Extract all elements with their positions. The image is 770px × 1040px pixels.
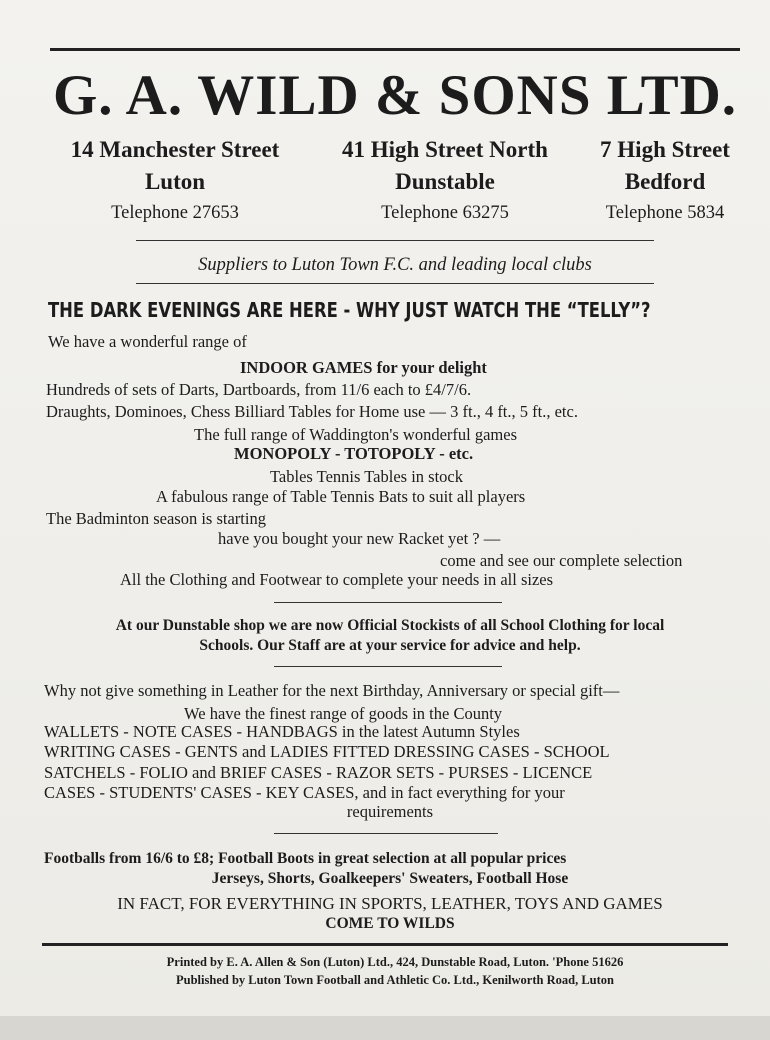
indoor-games: INDOOR GAMES for your delight bbox=[240, 358, 487, 377]
branch-town: Dunstable bbox=[395, 169, 495, 194]
branch-town: Bedford bbox=[624, 169, 706, 194]
racket-line: have you bought your new Racket yet ? — bbox=[218, 529, 501, 548]
divider bbox=[274, 833, 498, 834]
leather-line-4: WRITING CASES - GENTS and LADIES FITTED DRESSING CASES - SCHOOL bbox=[44, 742, 610, 761]
branch-dunstable bbox=[310, 134, 580, 228]
branch-street: 7 High Street bbox=[600, 137, 730, 162]
divider bbox=[274, 602, 502, 603]
draughts-line: Draughts, Dominoes, Chess Billiard Tables for Home use — 3 ft., 4 ft., 5 ft., etc. bbox=[46, 402, 578, 421]
school-line-1: At our Dunstable shop we are now Official Stockists of all School Clothing for local bbox=[115, 617, 665, 634]
leather-line-6: CASES - STUDENTS' CASES - KEY CASES, and in fact everything for your bbox=[44, 783, 565, 802]
clothing-line: All the Clothing and Footwear to complete your needs in all sizes bbox=[120, 570, 554, 589]
leather-line-2: We have the finest range of goods in the County bbox=[184, 704, 503, 723]
football-line-2: Jerseys, Shorts, Goalkeepers' Sweaters, Football Hose bbox=[211, 870, 569, 887]
leather-line-5: SATCHELS - FOLIO and BRIEF CASES - RAZOR SETS - PURSES - LICENCE bbox=[44, 763, 593, 782]
football-line-3: IN FACT, FOR EVERYTHING IN SPORTS, LEATHER, TOYS AND GAMES bbox=[117, 894, 663, 913]
branch-telephone: Telephone 27653 bbox=[111, 203, 239, 223]
branch-bedford bbox=[580, 134, 750, 228]
divider bbox=[136, 283, 654, 284]
branch-telephone: Telephone 5834 bbox=[605, 203, 725, 223]
headline: THE DARK EVENINGS ARE HERE - WHY JUST WATCH THE “TELLY”? bbox=[48, 298, 651, 322]
page-edge-strip bbox=[0, 1016, 770, 1040]
divider bbox=[274, 666, 502, 667]
branch-town: Luton bbox=[144, 169, 206, 194]
tables-line: Tables Tennis Tables in stock bbox=[270, 467, 463, 486]
bats-line: A fabulous range of Table Tennis Bats to suit all players bbox=[156, 487, 526, 506]
leather-line-7: requirements bbox=[346, 802, 434, 821]
football-line-1: Footballs from 16/6 to £8; Football Boots in great selection at all popular prices bbox=[44, 850, 567, 867]
selection-line: come and see our complete selection bbox=[440, 551, 683, 570]
waddington-line: The full range of Waddington's wonderful games bbox=[194, 425, 518, 444]
footer-rule bbox=[42, 943, 728, 946]
publisher-imprint: Published by Luton Town Football and Athletic Co. Ltd., Kenilworth Road, Luton bbox=[176, 973, 614, 987]
branch-telephone: Telephone 63275 bbox=[381, 203, 509, 223]
school-line-2: Schools. Our Staff are at your service for advice and help. bbox=[199, 637, 581, 654]
darts-line: Hundreds of sets of Darts, Dartboards, from 11/6 each to £4/7/6. bbox=[46, 380, 472, 399]
football-line-4: COME TO WILDS bbox=[325, 915, 455, 932]
suppliers-line: Suppliers to Luton Town F.C. and leading local clubs bbox=[198, 255, 592, 275]
printer-imprint: Printed by E. A. Allen & Son (Luton) Ltd., 424, Dunstable Road, Luton. 'Phone 51626 bbox=[166, 955, 624, 969]
branch-street: 14 Manchester Street bbox=[70, 137, 280, 162]
divider bbox=[136, 240, 654, 241]
company-title: G. A. WILD & SONS LTD. bbox=[52, 64, 738, 127]
branch-luton bbox=[40, 134, 310, 228]
badminton-line: The Badminton season is starting bbox=[46, 509, 266, 528]
leather-line-3: WALLETS - NOTE CASES - HANDBAGS in the latest Autumn Styles bbox=[44, 722, 520, 741]
monopoly-line: MONOPOLY - TOTOPOLY - etc. bbox=[234, 444, 474, 463]
games-intro: We have a wonderful range of bbox=[48, 332, 247, 351]
leather-line-1: Why not give something in Leather for the next Birthday, Anniversary or special gift— bbox=[44, 681, 620, 700]
top-rule bbox=[50, 48, 740, 51]
branch-street: 41 High Street North bbox=[342, 137, 548, 162]
